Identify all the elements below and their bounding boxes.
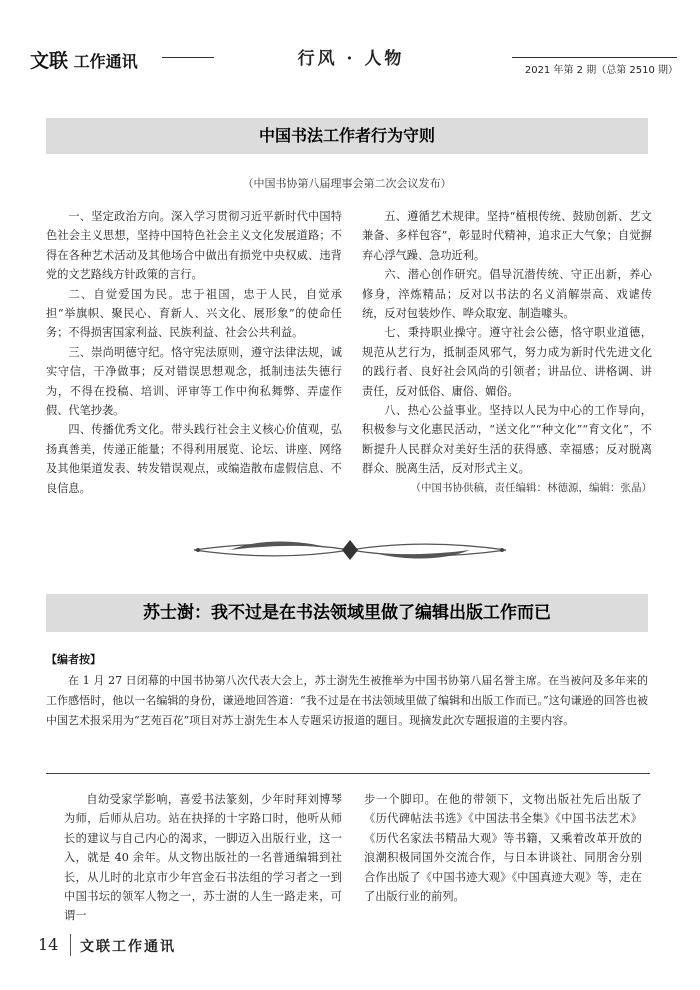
article-column-left bbox=[46, 207, 342, 498]
brand-logo-text: 文联 bbox=[30, 50, 69, 72]
article-title: 苏士澍：我不过是在书法领域里做了编辑出版工作而已 bbox=[143, 603, 551, 623]
article-title: 中国书法工作者行为守则 bbox=[258, 126, 435, 145]
page-number: 14 bbox=[38, 935, 59, 954]
paragraph: 二、自觉爱国为民。忠于祖国，忠于人民，自觉承担“举旗帜、聚民心、育新人、兴文化、展形象”的使命任务；不得损害国家利益、民族利益、社会公共利益。 bbox=[46, 287, 342, 340]
ornamental-divider-icon bbox=[190, 532, 510, 568]
article-credit: （中国书协供稿，责任编辑：林德源，编辑：张晶） bbox=[410, 481, 652, 494]
editor-note-label: 【编者按】 bbox=[46, 653, 101, 666]
article-body-left bbox=[64, 790, 342, 926]
editor-note-text: 在 1 月 27 日闭幕的中国书协第八次代表大会上，苏士澍先生被推举为中国书协第八届名誉主席。在当被问及多年来的工作感悟时，他以一名编辑的身份，谦逊地回答道：“我不过是在书法领域里做了编辑和出版工作而已。”这句谦逊的回答也被中国艺术报采用为“艺苑百花”项目对苏士澍先生本人专题采访报道的题目。现摘发此次专题报道的主要内容。 bbox=[46, 674, 648, 727]
section-heading: 行风 · 人物 bbox=[297, 49, 405, 69]
footer-divider bbox=[70, 934, 71, 956]
paragraph: 七、秉持职业操守。遵守社会公德，恪守职业道德，规范从艺行为，抵制歪风邪气，努力成为新时代先进文化的践行者、良好社会风尚的引领者；讲品位、讲格调、讲责任，反对低俗、庸俗、媚俗。 bbox=[362, 326, 652, 398]
paragraph: 自幼受家学影响，喜爱书法篆刻，少年时拜刘博琴为师，后师从启功。站在抉择的十字路口时，他听从师长的建议与自己内心的渴求，一脚迈入出版行业，这一入，就是 40 余年。从文物出版社的一名普通编辑到社长，从儿时的北京市少年宫金石书法组的学习者之一到中国书坛的领军人物之一，苏士澍的人生一路走来，可谓一 bbox=[64, 793, 342, 923]
paragraph: 步一个脚印。在他的带领下，文物出版社先后出版了《历代碑帖法书选》《中国法书全集》《中国书法艺术》《历代名家法书精品大观》等书籍，又乘着改革开放的浪潮积极同国外交流合作，与日本讲谈社、同朋舍分别合作出版了《中国书迹大观》《中国真迹大观》等，走在了出版行业的前列。 bbox=[364, 793, 642, 904]
editor-note bbox=[46, 651, 648, 731]
paragraph: 四、传播优秀文化。带头践行社会主义核心价值观，弘扬真善美，传递正能量；不得利用展览、论坛、讲座、网络及其他渠道发表、转发错误观点，或编造散布虚假信息、不良信息。 bbox=[46, 423, 342, 495]
paragraph: 三、崇尚明德守纪。恪守宪法原则，遵守法律法规，诚实守信，干净做事；反对错误思想观念，抵制违法失德行为，不得在投稿、培训、评审等工作中徇私舞弊、弄虚作假、代笔抄袭。 bbox=[46, 345, 342, 418]
article-title-banner bbox=[46, 118, 648, 154]
editor-note-divider bbox=[46, 773, 650, 774]
paragraph: 一、坚定政治方向。深入学习贯彻习近平新时代中国特色社会主义思想，坚持中国特色社会主义文化发展道路；不得在各种艺术活动及其他场合中做出有损党中央权威、违背党的文艺路线方针政策的言行。 bbox=[46, 210, 342, 282]
article-body-right bbox=[364, 790, 642, 906]
footer-publication-title: 文联工作通讯 bbox=[80, 939, 176, 955]
article-title-banner bbox=[46, 594, 648, 632]
issue-label: 2021 年第 2 期（总第 2510 期） bbox=[524, 65, 678, 76]
article-subtitle: （中国书协第八届理事会第二次会议发布） bbox=[242, 177, 452, 190]
paragraph: 五、遵循艺术规律。坚持“植根传统、鼓励创新、艺文兼备、多样包容”，彰显时代精神，追求正大气象；自觉摒弃心浮气躁、急功近利。 bbox=[362, 210, 652, 262]
header-divider-right bbox=[512, 57, 677, 58]
brand-name-text: 工作通讯 bbox=[73, 52, 138, 71]
publication-brand bbox=[30, 46, 138, 73]
paragraph: 八、热心公益事业。坚持以人民为中心的工作导向，积极参与文化惠民活动，“送文化”“种文化”“育文化”，不断提升人民群众对美好生活的获得感、幸福感；反对脱离群众、脱离生活，反对形式主义。 bbox=[362, 404, 652, 476]
article-column-right bbox=[362, 207, 652, 498]
header-divider-left bbox=[162, 57, 214, 58]
paragraph: 六、潜心创作研究。倡导沉潜传统、守正出新，养心修身，淬炼精品；反对以书法的名义消解崇高、戏谑传统，反对包装炒作、哗众取宠、制造噱头。 bbox=[362, 268, 652, 321]
